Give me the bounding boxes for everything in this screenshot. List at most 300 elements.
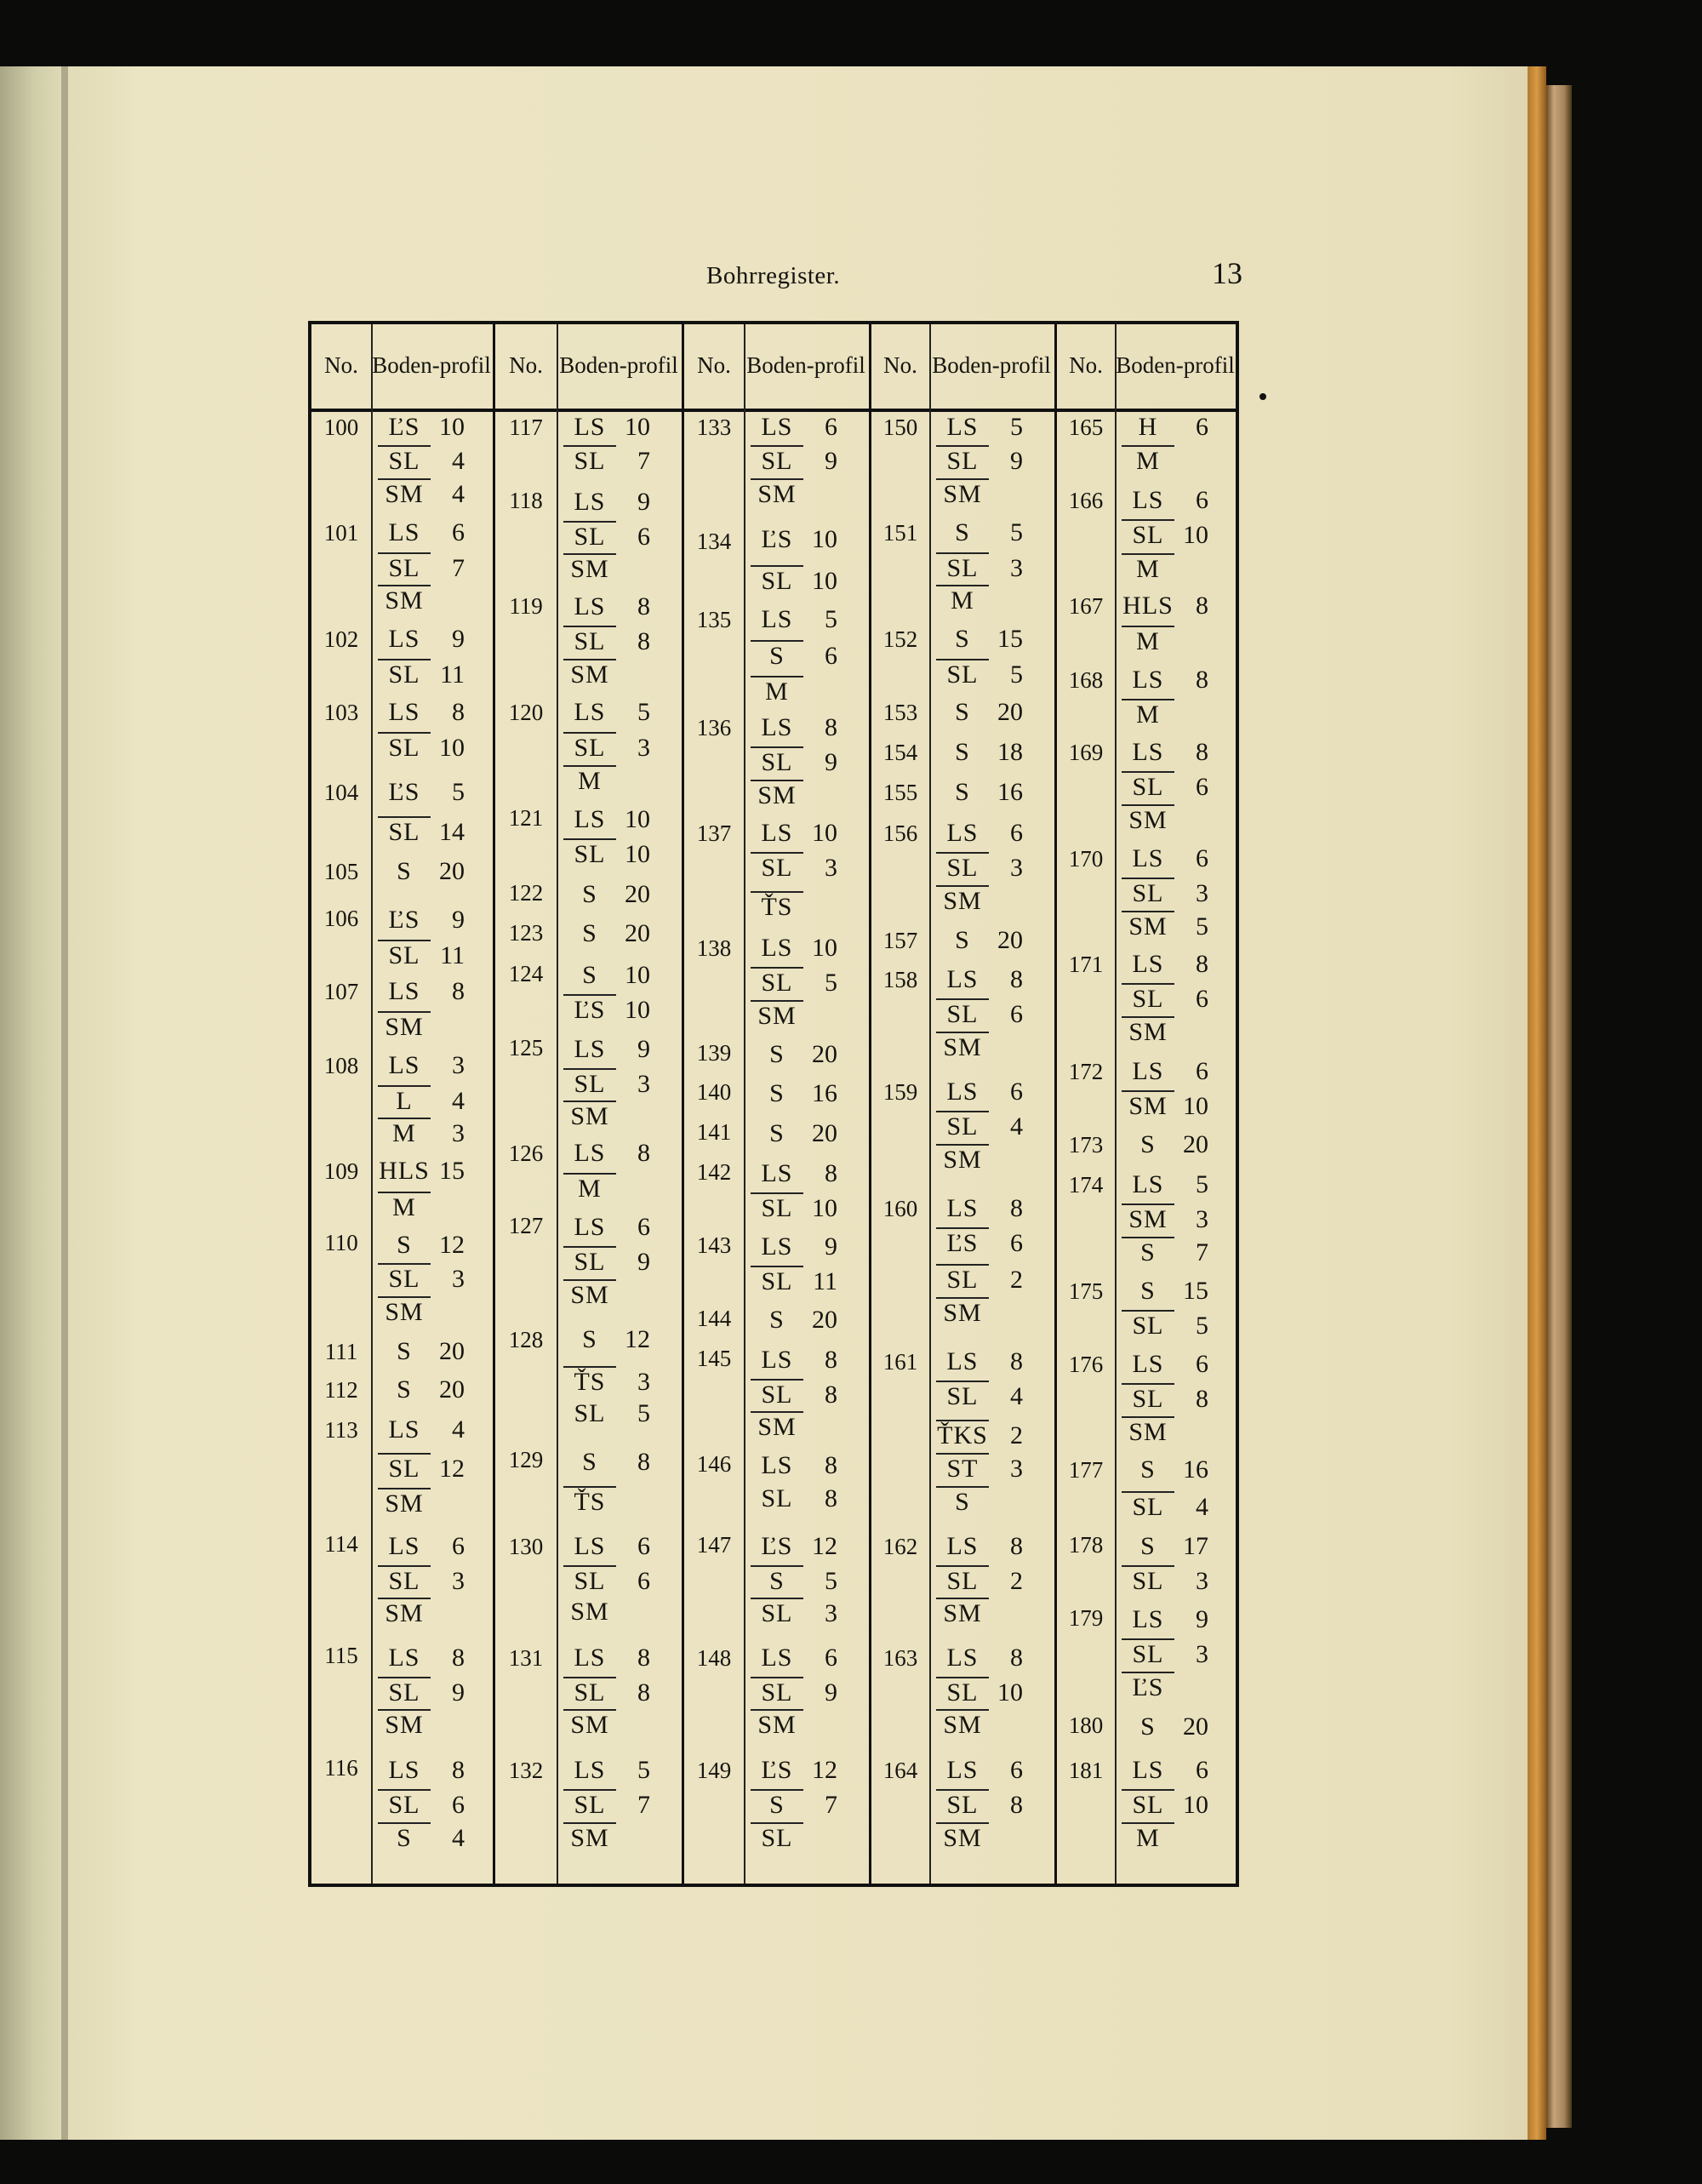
soil-layer: [563, 961, 650, 990]
boring-number: 151: [882, 520, 918, 546]
layer-depth: 6: [1196, 413, 1208, 441]
layer-depth: 9: [825, 748, 837, 776]
soil-layer: [936, 1347, 1023, 1376]
soil-layer: [936, 965, 1023, 994]
boring-number: 170: [1068, 846, 1104, 872]
soil-type: M: [378, 1118, 431, 1148]
layer-depth: 12: [812, 1756, 837, 1784]
soil-type: SM: [378, 478, 431, 509]
layer-depth: 8: [825, 1451, 837, 1479]
soil-layer: [751, 713, 837, 742]
soil-type: S: [397, 1337, 412, 1365]
soil-layer: [751, 1644, 837, 1672]
layer-depth: 20: [812, 1040, 837, 1068]
soil-layer: [563, 994, 650, 1025]
soil-type: SM: [751, 1411, 803, 1442]
soil-layer: [563, 1598, 650, 1627]
soil-type: LS: [574, 1756, 606, 1784]
soil-type: LS: [761, 1644, 793, 1672]
layer-depth: 6: [1196, 985, 1208, 1013]
soil-type: SM: [936, 478, 989, 509]
soil-type: S: [751, 1565, 803, 1596]
layer-depth: 8: [825, 1381, 837, 1409]
soil-layer: [1122, 1170, 1208, 1199]
soil-type: SM: [378, 1598, 431, 1628]
layer-depth: 3: [452, 1265, 465, 1293]
boring-number: 179: [1068, 1605, 1104, 1631]
soil-type: SL: [936, 1381, 989, 1411]
soil-type: LS: [1132, 1350, 1164, 1378]
soil-type: LS: [388, 1532, 420, 1560]
soil-type: M: [1122, 626, 1174, 656]
soil-type: S: [769, 1119, 785, 1147]
layer-depth: 5: [1010, 518, 1023, 546]
soil-layer: [1122, 771, 1208, 802]
soil-type: LS: [574, 1213, 606, 1241]
soil-layer: [1122, 1310, 1208, 1341]
layer-depth: 20: [439, 1337, 465, 1365]
soil-type: LS: [388, 625, 420, 653]
soil-layer: [378, 698, 465, 727]
soil-layer: [1122, 519, 1208, 550]
soil-layer: [378, 1157, 465, 1186]
soil-type: S: [936, 1486, 989, 1517]
soil-layer: [936, 885, 1023, 916]
layer-depth: 16: [812, 1079, 837, 1107]
header-profil-line: profil: [439, 352, 491, 378]
soil-layer: [751, 640, 837, 671]
soil-layer: [936, 1032, 1023, 1062]
running-title: Bohrregister.: [706, 262, 841, 289]
header-bodenprofil: [744, 324, 868, 406]
boring-number: 180: [1068, 1712, 1104, 1738]
layer-depth: 11: [440, 941, 465, 969]
layer-depth: 6: [637, 1567, 650, 1595]
header-no: No.: [697, 352, 731, 378]
layer-depth: 10: [625, 840, 650, 868]
soil-type: SM: [378, 1488, 431, 1518]
layer-depth: 20: [812, 1306, 837, 1334]
layer-depth: 3: [637, 734, 650, 762]
header-profil-line: profil: [1183, 352, 1235, 378]
soil-layer: [936, 1227, 1023, 1258]
header-no: No.: [1069, 352, 1103, 378]
boring-number: 176: [1068, 1352, 1104, 1377]
layer-depth: 9: [452, 906, 465, 934]
soil-type: ŤS: [563, 1366, 616, 1397]
soil-layer: [1122, 1350, 1208, 1379]
layer-depth: 10: [1183, 1791, 1208, 1819]
layer-depth: 8: [1196, 1385, 1208, 1413]
soil-type: LS: [1132, 1170, 1164, 1198]
boring-number: 111: [324, 1339, 358, 1364]
soil-type: SM: [1122, 1090, 1174, 1121]
soil-type: SL: [563, 732, 616, 763]
soil-layer: [751, 852, 837, 883]
soil-type: SM: [563, 1709, 616, 1740]
soil-type: LS: [1132, 1605, 1164, 1633]
soil-type: SL: [936, 1565, 989, 1596]
soil-layer: [563, 553, 650, 584]
soil-type: SL: [751, 1379, 803, 1409]
soil-type: LS: [946, 1644, 979, 1672]
layer-depth: 4: [1010, 1112, 1023, 1141]
soil-layer: [378, 1051, 465, 1080]
soil-layer: [936, 625, 1023, 654]
layer-depth: 4: [452, 1087, 465, 1115]
soil-type: SL: [751, 967, 803, 998]
soil-type: LS: [1132, 1057, 1164, 1085]
boring-number: 145: [696, 1346, 732, 1371]
soil-type: SL: [1122, 1565, 1174, 1596]
soil-layer: [751, 746, 837, 777]
layer-depth: 8: [1196, 592, 1208, 620]
soil-layer: [936, 1453, 1023, 1484]
layer-depth: 5: [637, 1399, 650, 1427]
soil-type: SL: [751, 852, 803, 883]
soil-layer: [1122, 1455, 1208, 1484]
header-profil-line: profil: [814, 352, 865, 378]
layer-depth: 8: [637, 627, 650, 655]
soil-layer: [1122, 804, 1208, 835]
soil-layer: [563, 659, 650, 689]
layer-depth: 10: [1183, 1092, 1208, 1120]
soil-layer: [751, 478, 837, 509]
soil-layer: [1122, 592, 1208, 620]
boring-number: 126: [508, 1141, 544, 1166]
soil-type: ĽS: [761, 1532, 793, 1560]
layer-depth: 7: [637, 1791, 650, 1819]
soil-type: M: [1122, 445, 1174, 476]
layer-depth: 20: [439, 857, 465, 885]
soil-layer: [1122, 1672, 1208, 1702]
soil-type: SM: [751, 1000, 803, 1031]
layer-depth: 11: [440, 660, 465, 689]
soil-type: LS: [388, 518, 420, 546]
soil-type: M: [1122, 699, 1174, 729]
boring-number: 138: [696, 935, 732, 961]
soil-layer: [936, 998, 1023, 1029]
soil-layer: [563, 805, 650, 834]
soil-layer: [751, 1266, 837, 1296]
soil-type: S: [751, 1789, 803, 1820]
soil-layer: [751, 1451, 837, 1480]
soil-type: ĽS: [761, 1756, 793, 1784]
layer-depth: 4: [452, 1824, 465, 1852]
boring-number: 178: [1068, 1532, 1104, 1558]
soil-layer: [378, 1375, 465, 1404]
layer-depth: 3: [637, 1368, 650, 1396]
soil-type: SL: [378, 445, 431, 476]
soil-layer: [563, 445, 650, 476]
boring-number: 105: [323, 859, 359, 884]
header-bodenprofil: [557, 324, 681, 406]
soil-layer: [1122, 878, 1208, 908]
soil-layer: [563, 1709, 650, 1740]
soil-type: SM: [936, 1598, 989, 1628]
soil-layer: [563, 1532, 650, 1561]
layer-depth: 9: [1196, 1605, 1208, 1633]
boring-number: 163: [882, 1645, 918, 1671]
soil-type: SM: [936, 1709, 989, 1740]
boring-number: 158: [882, 967, 918, 992]
layer-depth: 8: [452, 1644, 465, 1672]
layer-depth: 9: [1010, 447, 1023, 475]
soil-type: SL: [378, 1263, 431, 1294]
soil-type: LS: [1132, 950, 1164, 978]
soil-type: SL: [1122, 1383, 1174, 1414]
column-separator: [929, 324, 931, 1884]
boring-number: 128: [508, 1327, 544, 1352]
soil-layer: [936, 1381, 1023, 1411]
boring-number: 153: [882, 700, 918, 725]
boring-number: 132: [508, 1758, 544, 1783]
soil-layer: [378, 478, 465, 509]
layer-depth: 10: [997, 1678, 1023, 1707]
layer-depth: 6: [1010, 1756, 1023, 1784]
boring-number: 106: [323, 906, 359, 931]
layer-depth: 4: [452, 1415, 465, 1444]
boring-number: 147: [696, 1532, 732, 1558]
soil-type: SL: [751, 1677, 803, 1707]
boring-number: 124: [508, 961, 544, 986]
soil-type: LS: [574, 488, 606, 516]
soil-layer: [751, 891, 837, 922]
layer-depth: 6: [1196, 1756, 1208, 1784]
soil-type: SL: [1122, 1310, 1174, 1341]
layer-depth: 10: [812, 567, 837, 595]
soil-layer: [1122, 1237, 1208, 1267]
soil-type: ŤS: [751, 891, 803, 922]
layer-depth: 3: [637, 1070, 650, 1098]
soil-type: SM: [936, 1297, 989, 1328]
layer-depth: 10: [439, 734, 465, 762]
layer-depth: 20: [997, 698, 1023, 726]
layer-depth: 5: [637, 1756, 650, 1784]
soil-type: SM: [563, 553, 616, 584]
soil-type: M: [563, 1173, 616, 1203]
soil-type: LS: [946, 965, 979, 993]
soil-layer: [1122, 1491, 1208, 1522]
layer-depth: 8: [637, 592, 650, 620]
layer-depth: 20: [1183, 1712, 1208, 1741]
column-separator: [744, 324, 745, 1884]
soil-layer: [563, 521, 650, 552]
soil-type: LS: [388, 1756, 420, 1784]
soil-type: SM: [563, 1822, 616, 1853]
soil-layer: [378, 977, 465, 1006]
soil-layer: [378, 552, 465, 583]
soil-layer: [751, 1192, 837, 1223]
soil-type: SL: [936, 659, 989, 689]
layer-depth: 8: [452, 1756, 465, 1784]
soil-type: SM: [751, 1709, 803, 1740]
soil-type: S: [582, 880, 597, 908]
soil-type: SL: [936, 1264, 989, 1295]
soil-layer: [751, 565, 837, 596]
boring-number: 127: [508, 1213, 544, 1238]
group-separator: [1054, 324, 1057, 1884]
soil-type: ĽS: [388, 778, 420, 806]
soil-type: S: [769, 1079, 785, 1107]
soil-type: LS: [761, 1451, 793, 1479]
book-cover-edge: [1546, 85, 1572, 2128]
soil-layer: [563, 1756, 650, 1785]
soil-layer: [1122, 844, 1208, 873]
soil-type: SL: [378, 732, 431, 763]
layer-depth: 15: [439, 1157, 465, 1185]
page-header: [0, 255, 1702, 306]
layer-depth: 5: [452, 778, 465, 806]
soil-layer: [378, 732, 465, 763]
soil-type: SM: [936, 1032, 989, 1062]
soil-type: S: [582, 919, 597, 947]
soil-type: ĽS: [388, 413, 420, 441]
soil-layer: [1122, 1532, 1208, 1561]
soil-layer: [936, 1420, 1023, 1450]
soil-layer: [563, 1246, 650, 1277]
soil-layer: [378, 445, 465, 476]
layer-depth: 3: [1010, 1455, 1023, 1483]
layer-depth: 5: [825, 1567, 837, 1595]
soil-layer: [936, 1194, 1023, 1223]
bohrregister-table: [308, 321, 1239, 1887]
soil-layer: [378, 1192, 465, 1222]
boring-number: 135: [696, 607, 732, 632]
soil-type: SL: [563, 626, 616, 656]
boring-number: 160: [882, 1196, 918, 1221]
boring-number: 116: [324, 1755, 358, 1781]
boring-number: 117: [509, 415, 543, 440]
boring-number: 149: [696, 1758, 732, 1783]
soil-type: SL: [378, 1453, 431, 1484]
soil-layer: [1122, 666, 1208, 695]
layer-depth: 5: [1196, 1170, 1208, 1198]
soil-layer: [378, 940, 465, 970]
soil-layer: [378, 1756, 465, 1785]
soil-layer: [563, 1139, 650, 1168]
soil-layer: [1122, 1789, 1208, 1820]
soil-layer: [563, 626, 650, 656]
layer-depth: 9: [825, 1232, 837, 1261]
soil-layer: [751, 1709, 837, 1740]
soil-type: SL: [751, 565, 803, 596]
soil-type: SM: [378, 1709, 431, 1740]
layer-depth: 8: [637, 1448, 650, 1476]
layer-depth: 8: [1196, 666, 1208, 694]
soil-type: SL: [936, 1111, 989, 1141]
soil-type: SL: [563, 1246, 616, 1277]
column-separator: [557, 324, 558, 1884]
soil-layer: [563, 1565, 650, 1596]
soil-layer: [936, 1598, 1023, 1628]
boring-number: 109: [323, 1158, 359, 1184]
soil-layer: [936, 1532, 1023, 1561]
soil-type: SM: [751, 780, 803, 810]
soil-type: LS: [388, 1415, 420, 1444]
boring-number: 171: [1068, 952, 1104, 977]
soil-layer: [1122, 486, 1208, 515]
layer-depth: 16: [1183, 1455, 1208, 1484]
soil-layer: [1122, 413, 1208, 442]
layer-depth: 3: [1010, 554, 1023, 582]
column-separator: [371, 324, 373, 1884]
soil-type: LS: [761, 1159, 793, 1187]
layer-depth: 18: [997, 738, 1023, 766]
soil-type: SL: [1122, 519, 1174, 550]
boring-number: 172: [1068, 1059, 1104, 1084]
soil-type: LS: [574, 1035, 606, 1063]
soil-type: SL: [563, 838, 616, 869]
soil-layer: [378, 1598, 465, 1628]
layer-depth: 4: [1196, 1493, 1208, 1521]
layer-depth: 6: [1196, 1057, 1208, 1085]
soil-layer: [563, 1279, 650, 1310]
soil-layer: [563, 698, 650, 727]
soil-layer: [1122, 1277, 1208, 1306]
layer-depth: 8: [637, 1678, 650, 1707]
soil-type: LS: [946, 1756, 979, 1784]
layer-depth: 2: [1010, 1421, 1023, 1449]
soil-layer: [936, 1789, 1023, 1820]
soil-type: SL: [563, 1068, 616, 1099]
soil-type: LS: [761, 934, 793, 962]
soil-layer: [751, 1306, 837, 1335]
soil-layer: [378, 906, 465, 935]
soil-layer: [936, 478, 1023, 509]
soil-type: SL: [936, 1677, 989, 1707]
soil-type: LS: [574, 1532, 606, 1560]
header-profil-line: Boden-: [559, 352, 627, 378]
soil-layer: [936, 1264, 1023, 1295]
layer-depth: 5: [1010, 413, 1023, 441]
soil-layer: [563, 838, 650, 869]
soil-layer: [751, 1119, 837, 1148]
soil-layer: [1122, 911, 1208, 941]
soil-type: S: [1140, 1532, 1156, 1560]
soil-type: LS: [388, 1644, 420, 1672]
layer-depth: 10: [812, 819, 837, 847]
soil-type: SM: [563, 1279, 616, 1310]
layer-depth: 8: [825, 1484, 837, 1512]
layer-depth: 12: [439, 1231, 465, 1259]
soil-type: SL: [751, 445, 803, 476]
soil-layer: [936, 778, 1023, 807]
boring-number: 159: [882, 1079, 918, 1105]
layer-depth: 5: [825, 969, 837, 997]
boring-number: 101: [323, 520, 359, 546]
layer-depth: 20: [439, 1375, 465, 1404]
soil-type: SL: [1122, 771, 1174, 802]
header-profil-line: profil: [626, 352, 678, 378]
header-bodenprofil: [1115, 324, 1236, 406]
soil-layer: [751, 445, 837, 476]
soil-type: S: [1140, 1277, 1156, 1305]
soil-layer: [751, 1040, 837, 1069]
boring-number: 168: [1068, 667, 1104, 693]
soil-type: S: [378, 1822, 431, 1853]
layer-depth: 8: [637, 1139, 650, 1167]
soil-type: ST: [936, 1453, 989, 1484]
layer-depth: 6: [1010, 819, 1023, 847]
layer-depth: 3: [825, 854, 837, 882]
soil-type: SM: [378, 585, 431, 615]
soil-layer: [1122, 1203, 1208, 1234]
soil-layer: [378, 1565, 465, 1596]
layer-depth: 4: [1010, 1382, 1023, 1410]
boring-number: 131: [508, 1645, 544, 1671]
layer-depth: 9: [825, 1678, 837, 1707]
